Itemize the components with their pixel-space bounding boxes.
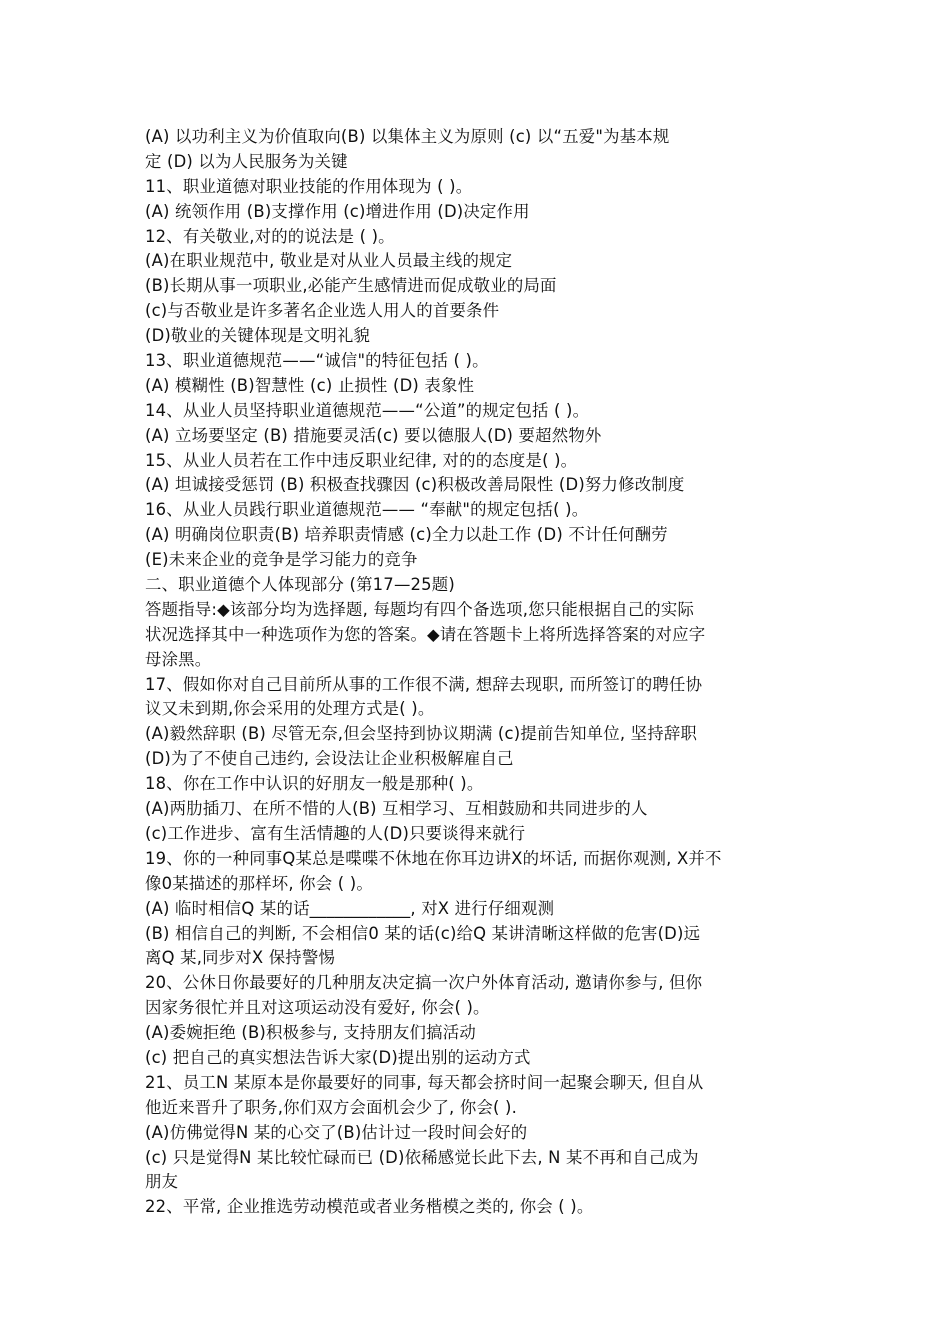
question-15: 15、从业人员若在工作中违反职业纪律, 对的的态度是( )。 (145, 450, 578, 470)
option-line: (c)与否敬业是许多著名企业选人用人的首要条件 (145, 301, 500, 321)
question-20: 因家务很忙并且对这项运动没有爱好, 你会( )。 (145, 998, 490, 1018)
options-18: (A)两肋插刀、在所不惜的人(B) 互相学习、互相鼓励和共同进步的人 (145, 799, 648, 819)
option-line: (E)未来企业的竞争是学习能力的竞争 (145, 550, 418, 570)
question-19: 像0某描述的那样坏, 你会 ( )。 (145, 873, 373, 893)
question-12: 12、有关敬业,对的的说法是 ( )。 (145, 226, 395, 246)
options-16: (A) 明确岗位职责(B) 培养职责情感 (c)全力以赴工作 (D) 不计任何酬劳 (145, 525, 668, 545)
option-line: (D)敬业的关键体现是文明礼貌 (145, 326, 371, 346)
question-17: 17、假如你对自己目前所从事的工作很不满, 想辞去现职, 而所签订的聘任协 (145, 674, 703, 694)
options-20: (c) 把自己的真实想法告诉大家(D)提出别的运动方式 (145, 1047, 531, 1067)
options-21: (c) 只是觉得N 某比较忙碌而已 (D)依稀感觉长此下去, N 某不再和自己成为 (145, 1147, 699, 1167)
question-11: 11、职业道德对职业技能的作用体现为 ( )。 (145, 176, 473, 196)
question-14: 14、从业人员坚持职业道德规范——“公道”的规定包括 ( )。 (145, 400, 590, 420)
text-line: 定 (D) 以为人民服务为关键 (145, 151, 348, 171)
options-19: 离Q 某,同步对X 保持警惕 (145, 948, 336, 968)
question-16: 16、从业人员践行职业道德规范—— “奉献"的规定包括( )。 (145, 500, 589, 520)
options-17: (A)毅然辞职 (B) 尽管无奈,但会坚持到协议期满 (c)提前告知单位, 坚持辞职 (145, 724, 698, 744)
instructions: 答题指导:◆该部分均为选择题, 每题均有四个备选项,您只能根据自己的实际 (145, 599, 695, 619)
instructions: 状况选择其中一种选项作为您的答案。◆请在答题卡上将所选择答案的对应字 (145, 624, 706, 644)
options-19: (A) 临时相信Q 某的话____________, 对X 进行仔细观测 (145, 898, 555, 918)
options-15: (A) 坦诚接受惩罚 (B) 积极查找骤因 (c)积极改善局限性 (D)努力修改制度 (145, 475, 685, 495)
options-13: (A) 模糊性 (B)智慧性 (c) 止损性 (D) 表象性 (145, 375, 475, 395)
question-22: 22、平常, 企业推选劳动模范或者业务楷模之类的, 你会 ( )。 (145, 1197, 594, 1217)
options-21: 朋友 (145, 1172, 179, 1192)
options-14: (A) 立场要坚定 (B) 措施要灵活(c) 要以德服人(D) 要超然物外 (145, 425, 602, 445)
question-21: 他近来晋升了职务,你们双方会面机会少了, 你会( ). (145, 1097, 518, 1117)
document-body (145, 125, 815, 1220)
question-13: 13、职业道德规范——“诚信"的特征包括 ( )。 (145, 351, 489, 371)
options-20: (A)委婉拒绝 (B)积极参与, 支持朋友们搞活动 (145, 1023, 476, 1043)
text-line: (A) 以功利主义为价值取向(B) 以集体主义为原则 (c) 以“五爱"为基本规 (145, 127, 670, 146)
section-heading: 二、职业道德个人体现部分 (第17—25题) (145, 575, 455, 595)
instructions: 母涂黑。 (145, 649, 212, 669)
options-21: (A)仿佛觉得N 某的心交了(B)估计过一段时间会好的 (145, 1122, 528, 1142)
question-20: 20、公休日你最要好的几种朋友决定搞一次户外体育活动, 邀请你参与, 但你 (145, 973, 703, 993)
options-19: (B) 相信自己的判断, 不会相信0 某的话(c)给Q 某讲清晰这样做的危害(D)远 (145, 923, 701, 943)
question-17: 议又未到期,你会采用的处理方式是( )。 (145, 699, 435, 719)
option-line: (B)长期从事一项职业,必能产生感情进而促成敬业的局面 (145, 276, 557, 296)
question-18: 18、你在工作中认识的好朋友一般是那种( )。 (145, 774, 484, 794)
option-line: (A)在职业规范中, 敬业是对从业人员最主线的规定 (145, 251, 513, 271)
options-11: (A) 统领作用 (B)支撑作用 (c)增进作用 (D)决定作用 (145, 201, 530, 221)
question-19: 19、你的一种同事Q某总是喋喋不休地在你耳边讲X的坏话, 而据你观测, X并不 (145, 848, 722, 868)
question-21: 21、员工N 某原本是你最要好的同事, 每天都会挤时间一起聚会聊天, 但自从 (145, 1072, 704, 1092)
options-17: (D)为了不使自己违约, 会设法让企业积极解雇自己 (145, 749, 514, 769)
options-18: (c)工作进步、富有生活情趣的人(D)只要谈得来就行 (145, 823, 526, 843)
